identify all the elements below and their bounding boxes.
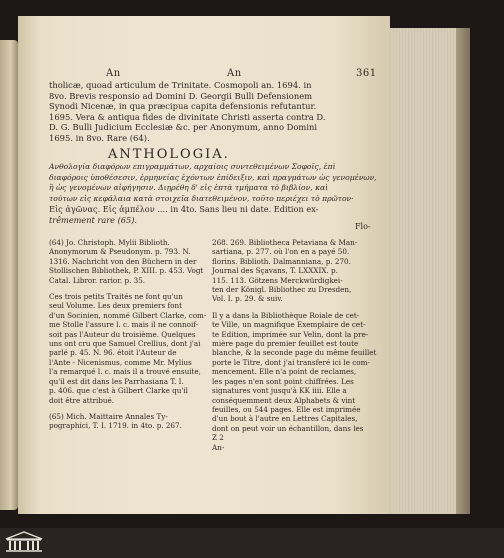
- text-line: Εἰς ἀγῶνας. Εἰς ἀμπέλον .... in 4to. Sans lieu ni date. Edition ex-: [49, 204, 319, 215]
- footnote-line: 1316. Nachricht von den Büchern in der: [49, 256, 197, 266]
- text-line: tholicæ, quoad articulum de Trinitate. Cosmopoli an. 1694. in: [49, 80, 312, 90]
- page-number: 361: [356, 68, 377, 79]
- paragraph-gap: [212, 304, 380, 311]
- footnote-line: me Stolle l'assure l. c. mais il ne connoif-: [49, 320, 199, 330]
- greek-title: [49, 162, 377, 226]
- footnote-line: 115. 113. Götzens Merckwürdigkei-: [212, 275, 343, 285]
- footnote-line: te Edition, imprimée sur Velin, dont la pre-: [212, 329, 369, 339]
- footnote-line: d'un Socinien, nommé Gilbert Clarke, com-: [49, 310, 207, 320]
- footnote-line: uns ont cru que Samuel Crellius, dont j'ai: [49, 339, 201, 349]
- footnote-line: les pages n'en sont point chiffrées. Les: [212, 376, 354, 386]
- footnote-line: Anonymorum & Pseudonym. p. 793. N.: [49, 247, 191, 257]
- footnote-line: qu'il est dit dans les Parrhasiana T. I.: [49, 376, 184, 386]
- footnote-line: Z 2: [212, 433, 224, 443]
- footnote-line: signatures vont jusqu'à KK iiii. Elle a: [212, 386, 347, 396]
- footnote-line: dont on peut voir un échantillon, dans les: [212, 423, 364, 433]
- footnote-line: mière page du premier feuillet est toute: [212, 339, 359, 349]
- footnote-line: pographici, T. I. 1719. in 4to. p. 267.: [49, 421, 182, 431]
- text-line: Synodi Nicenæ, in qua præcipua capita defensionis refutantur.: [49, 101, 317, 112]
- text-line: τούτων εἰς κεφάλαια κατὰ στοιχεῖα διατεθειμένον, τοῦτο περιέχει τὸ πρῶτον·: [49, 193, 354, 203]
- text-line: Ανθολογία διαφόρων επιγραμμάτων, αρχαίοις συντεθειμένων Σοφοῖς, ἐπὶ: [49, 162, 336, 171]
- page-stack-edge: [390, 28, 470, 514]
- footnote-line: Catal. Libror. rarior. p. 35.: [49, 275, 146, 285]
- footnote-line: florins. Biblioth. Dalmanniana, p. 270.: [212, 256, 351, 266]
- footnote-line: d'un bout à l'autre en Lettres Capitales,: [212, 414, 358, 424]
- footnote-line: feuilles, ou 544 pages. Elle est imprimée: [212, 404, 361, 414]
- footnote-line: An-: [212, 442, 225, 452]
- paragraph-gap: [49, 405, 209, 412]
- footnote-line: 268. 269. Bibliotheca Petaviana & Man-: [212, 238, 358, 247]
- footer-bar: [0, 528, 504, 556]
- footnotes-left-column: [49, 238, 209, 431]
- footnote-line: conséquemment deux Alphabets & vint: [212, 395, 356, 405]
- footnote-line: (64) Jo. Christoph. Mylii Biblioth.: [49, 238, 170, 247]
- text-line: D. G. Bulli Judicium Ecclesiæ &c. per Anonymum, anno Domini: [49, 122, 318, 133]
- footnote-line: Journal des Sçavans, T. LXXXIX. p.: [212, 266, 338, 276]
- footnote-line: seul Volume. Les deux premiers font: [49, 301, 182, 311]
- footnote-line: Vol. I. p. 29. & suiv.: [212, 294, 283, 304]
- text-line: trêmement rare (65).: [49, 214, 137, 225]
- text-line: 8vo. Brevis responsio ad Domini D. Georgii Bulli Defensionem: [49, 90, 313, 101]
- catchword: Flo-: [355, 222, 371, 231]
- footnote-line: ten der Königl. Bibliothec zu Dresden,: [212, 285, 352, 295]
- footnote-line: l'a remarqué l. c. mais il a trouvé ensuite,: [49, 367, 201, 377]
- footnote-line: porte le Titre, dont j'ai transferé ici le com-: [212, 357, 370, 367]
- left-page-edge: [0, 40, 18, 510]
- footnote-line: Il y a dans la Bibliothèque Roiale de cet-: [212, 310, 360, 320]
- building-icon: [4, 530, 44, 554]
- running-head-center: An: [227, 68, 242, 79]
- footnote-line: soit pas l'Auteur du troisième. Quelques: [49, 329, 196, 339]
- library-logo: [4, 530, 44, 554]
- footnote-line: blanche, & la seconde page du même feuillet: [212, 348, 377, 358]
- footnote-line: doit être attribué.: [49, 395, 115, 405]
- footnote-line: te Ville, un magnifique Exemplaire de cet-: [212, 320, 366, 330]
- section-heading: ANTHOLOGIA.: [108, 147, 230, 162]
- footnote-line: mencement. Elle n'a point de reclames,: [212, 367, 357, 377]
- paragraph-gap: [49, 285, 209, 292]
- text-line: διαφόροις ὑποθέσεσιν, ἑρμηνείας ἐχόντων ἐπίδειξιν, καὶ πραγμάτων ὡς γενομένων,: [49, 172, 377, 182]
- footnote-line: l'Ante - Nicenismus, comme Mr. Mylius: [49, 357, 192, 367]
- footnote-line: sartiana, p. 277. où l'on en a payé 50.: [212, 247, 350, 257]
- footnote-line: (65) Mich. Maittaire Annales Ty-: [49, 411, 168, 421]
- footnote-line: Stollischen Bibliothek, P. XIII. p. 453. Vogt: [49, 266, 204, 276]
- footnotes-right-column: [212, 238, 380, 452]
- text-line: ἢ ὡς γενομένων αἰφήγησιν. Διῃρέθη δ' εἰς ἑπτὰ τμήματα τὸ βιβλίον, καὶ: [49, 183, 329, 193]
- footnote-line: p. 406. que c'est à Gilbert Clarke qu'il: [49, 386, 188, 396]
- running-head-left: An: [106, 68, 121, 79]
- intro-paragraph: [49, 80, 379, 144]
- footnote-line: parlé p. 45. N. 96. étoit l'Auteur de: [49, 348, 177, 358]
- text-line: 1695. in 8vo. Rare (64).: [49, 132, 150, 143]
- text-line: 1695. Vera & antiqua fides de divinitate Christi asserta contra D.: [49, 111, 326, 122]
- footnote-line: Ces trois petits Traités ne font qu'un: [49, 292, 183, 302]
